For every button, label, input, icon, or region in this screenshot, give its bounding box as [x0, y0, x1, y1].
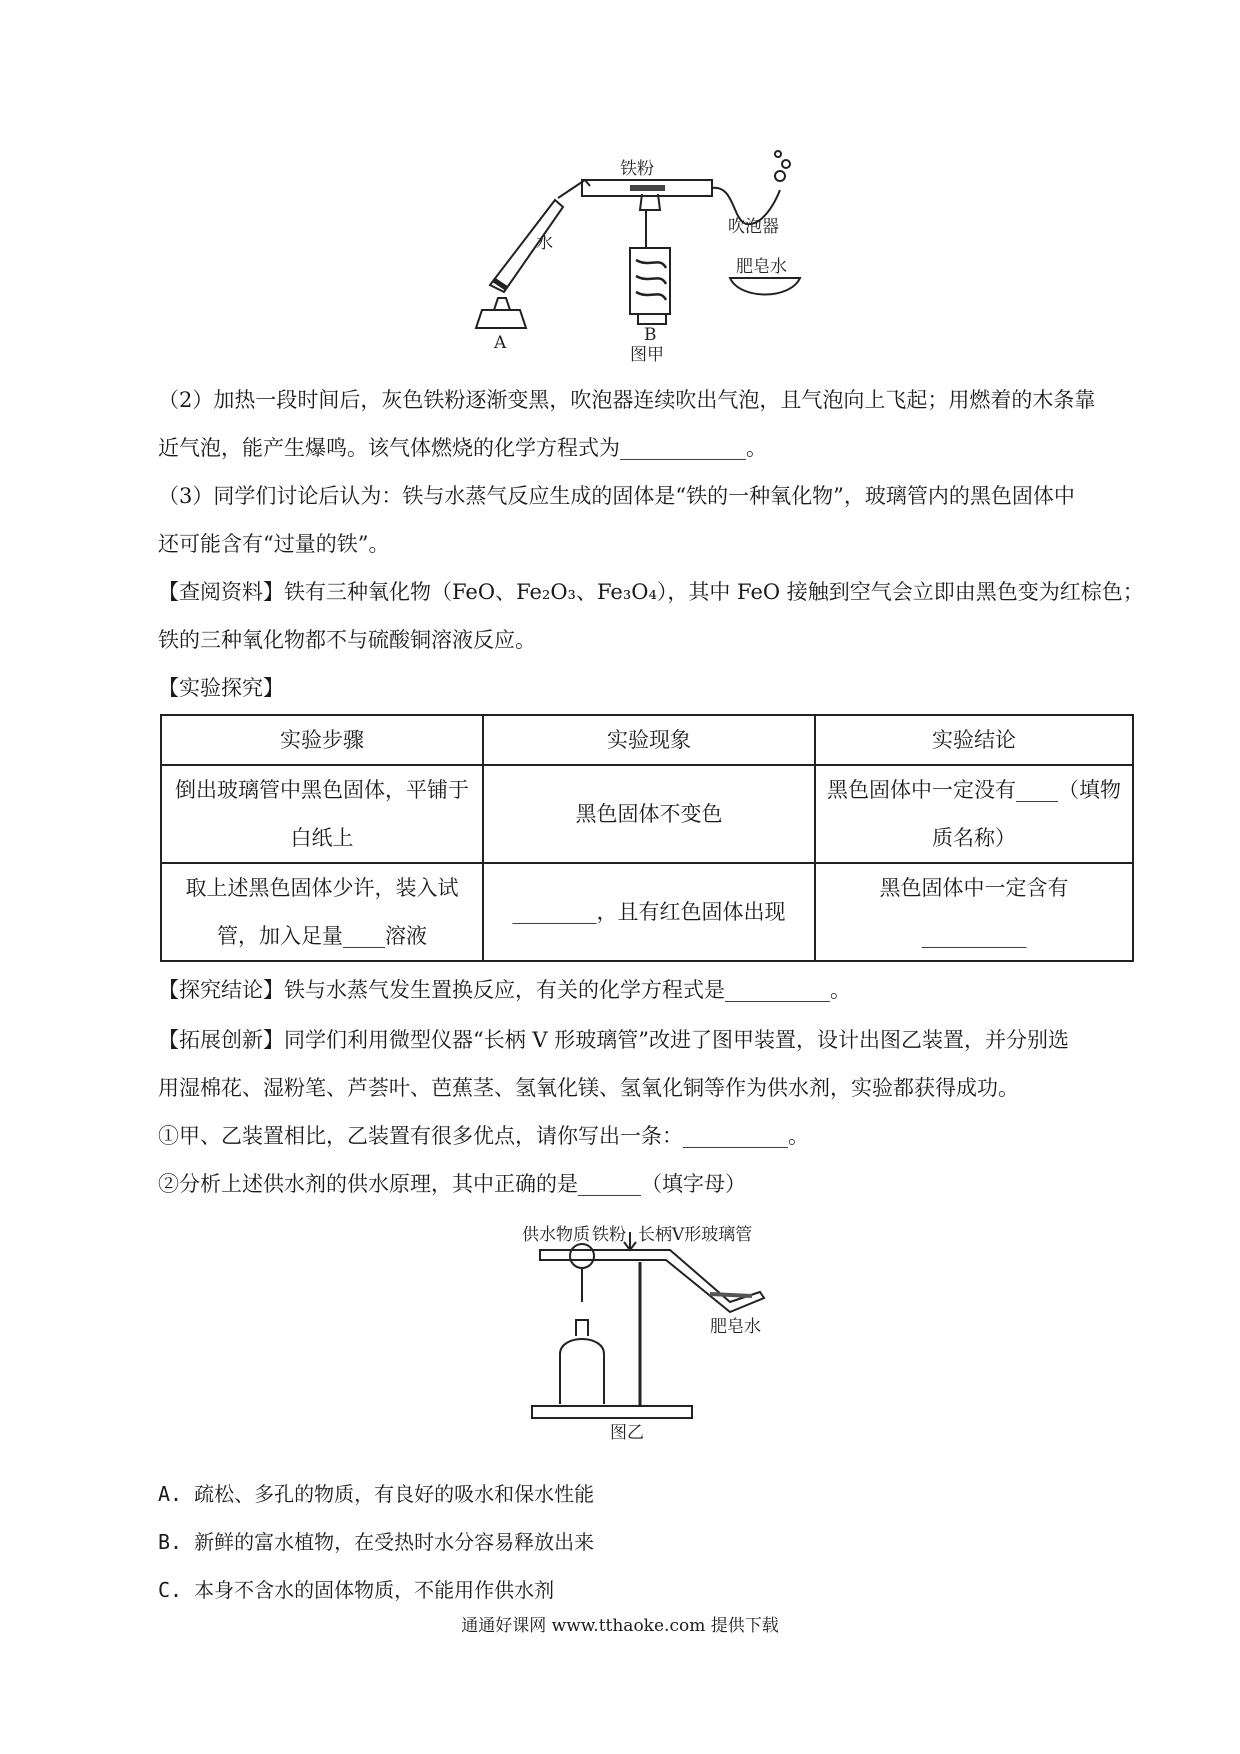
- paragraph-3-line-1: （3）同学们讨论后认为：铁与水蒸气反应生成的固体是“铁的一种氧化物”，玻璃管内的黑色固体中: [158, 484, 1075, 508]
- row2-step-line-2: 管，加入足量____溶液: [217, 924, 427, 948]
- label-soap-water-yi: 肥皂水: [710, 1317, 761, 1337]
- bubble: [775, 171, 785, 181]
- paragraph-2-line-2: 近气泡，能产生爆鸣。该气体燃烧的化学方程式为____________。: [158, 436, 767, 460]
- explore-title-text: 【实验探究】: [158, 676, 284, 700]
- figure-yi: [520, 1222, 780, 1442]
- label-soap-water: 肥皂水: [736, 257, 787, 277]
- reference-line-2: 铁的三种氧化物都不与硫酸铜溶液反应。: [158, 628, 536, 652]
- option-a: A. 疏松、多孔的物质，有良好的吸水和保水性能: [158, 1482, 595, 1506]
- experiment-table: [160, 714, 1134, 962]
- question-2-text: ②分析上述供水剂的供水原理，其中正确的是______（填字母）: [158, 1172, 746, 1196]
- row1-conclusion: [815, 765, 1133, 863]
- label-blower: 吹泡器: [728, 217, 779, 237]
- header-steps: 实验步骤: [161, 715, 483, 765]
- alcohol-lamp: [560, 1339, 604, 1404]
- conclusion-text: 【探究结论】铁与水蒸气发生置换反应，有关的化学方程式是__________。: [158, 978, 851, 1002]
- row1-step-line-2: 白纸上: [290, 826, 354, 850]
- expand-line-2: 用湿棉花、湿粉笔、芦荟叶、芭蕉茎、氢氧化镁、氢氧化铜等作为供水剂，实验都获得成功。: [158, 1076, 1019, 1100]
- label-water-supply: 供水物质: [522, 1225, 590, 1245]
- row1-conclusion-line-2: 质名称）: [932, 826, 1016, 850]
- row2-conclusion-line-2: __________: [921, 924, 1027, 948]
- expand-paragraph: [158, 1016, 1118, 1112]
- explore-title: [158, 664, 1118, 712]
- table-header-row: [161, 715, 1133, 765]
- soap-dish: [730, 278, 800, 295]
- row1-conclusion-line-1: 黑色固体中一定没有____（填物: [827, 778, 1121, 802]
- paragraph-2: [158, 376, 1118, 472]
- reference-line-1: 【查阅资料】铁有三种氧化物（FeO、Fe₂O₃、Fe₃O₄），其中 FeO 接触到空气会立即由黑色变为红棕色；: [158, 580, 1144, 604]
- row1-step: [161, 765, 483, 863]
- row2-phenomenon: ________，且有红色固体出现: [483, 863, 815, 961]
- page-footer: 通通好课网 www.tthaoke.com 提供下载: [461, 1616, 779, 1636]
- paragraph-3: [158, 472, 1118, 568]
- row2-conclusion: [815, 863, 1133, 961]
- stand-base: [532, 1406, 692, 1418]
- conclusion-paragraph: [158, 966, 1118, 1014]
- figure-yi-caption: 图乙: [610, 1423, 644, 1442]
- iron-powder-blob: [570, 1244, 594, 1268]
- row1-phenomenon: 黑色固体不变色: [483, 765, 815, 863]
- paragraph-3-line-2: 还可能含有“过量的铁”。: [158, 532, 390, 556]
- question-1-text: ①甲、乙装置相比，乙装置有很多优点，请你写出一条：__________。: [158, 1124, 809, 1148]
- label-water: 水: [536, 233, 553, 253]
- paragraph-2-line-1: （2）加热一段时间后，灰色铁粉逐渐变黑，吹泡器连续吹出气泡，且气泡向上飞起；用燃着的木条靠: [158, 388, 1096, 412]
- figure-jia: [460, 150, 830, 365]
- option-c: C. 本身不含水的固体物质，不能用作供水剂: [158, 1578, 555, 1602]
- header-conclusion: 实验结论: [815, 715, 1133, 765]
- v-shaped-tube: [540, 1250, 764, 1312]
- alcohol-lamp-a: [476, 310, 526, 328]
- header-phenomenon: 实验现象: [483, 715, 815, 765]
- label-iron-powder: 铁粉: [620, 159, 654, 179]
- row2-step-line-1: 取上述黑色固体少许，装入试: [185, 876, 459, 900]
- label-a: A: [494, 333, 507, 353]
- table-row: [161, 765, 1133, 863]
- label-v-tube: 长柄V形玻璃管: [638, 1225, 753, 1245]
- question-2: [158, 1160, 1118, 1208]
- expand-line-1: 【拓展创新】同学们利用微型仪器“长柄 V 形玻璃管”改进了图甲装置，设计出图乙装置，并分别选: [158, 1028, 1069, 1052]
- row1-step-line-1: 倒出玻璃管中黑色固体，平铺于: [175, 778, 469, 802]
- label-b: B: [644, 325, 657, 345]
- option-b: B. 新鲜的富水植物，在受热时水分容易释放出来: [158, 1530, 595, 1554]
- reference-paragraph: [158, 568, 1144, 664]
- figure-jia-caption: 图甲: [630, 345, 664, 365]
- question-1: [158, 1112, 1118, 1160]
- table-row: [161, 863, 1133, 961]
- row2-step: [161, 863, 483, 961]
- label-iron-powder-yi: 铁粉: [592, 1225, 626, 1245]
- row2-conclusion-line-1: 黑色固体中一定含有: [879, 876, 1069, 900]
